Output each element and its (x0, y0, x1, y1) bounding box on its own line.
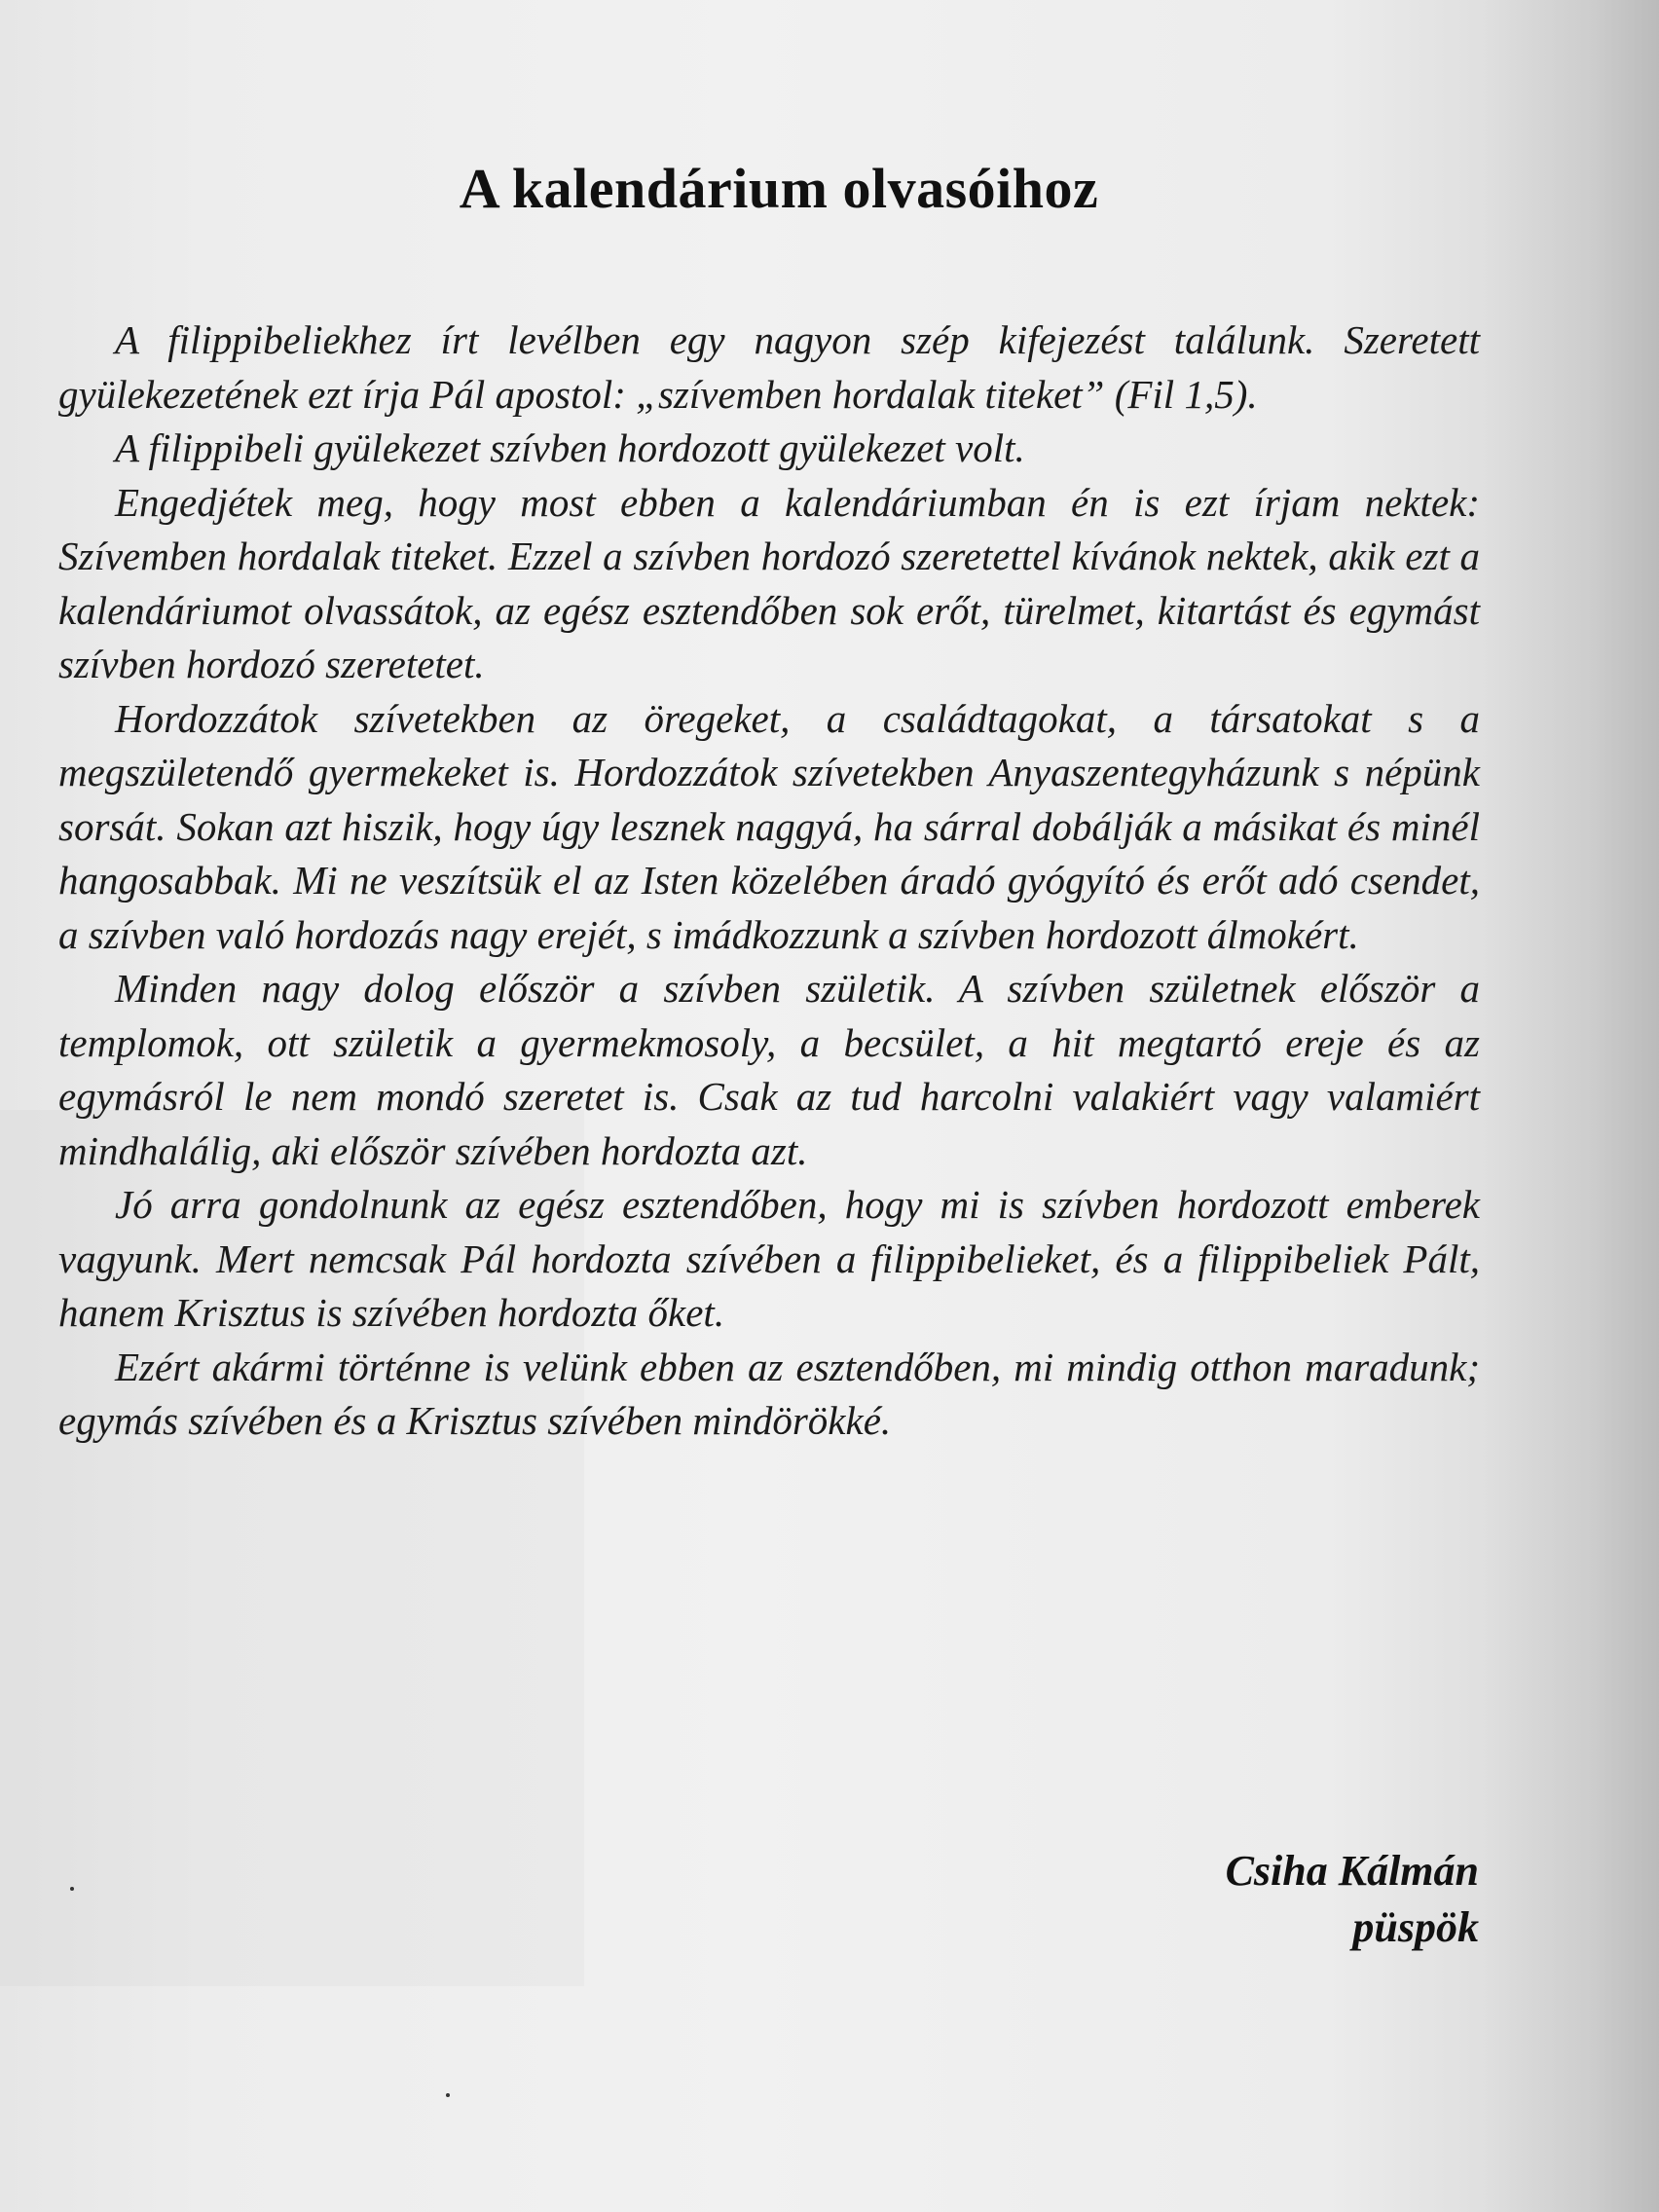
paragraph: Ezért akármi történne is velünk ebben az esztendőben, mi mindig otthon maradunk; egymás szívében és a Krisztus szívében mindörökké. (58, 1344, 1480, 1443)
paragraph: Jó arra gondolnunk az egész esztendőben, hogy mi is szívben hordozott emberek vagyunk. Mert nemcsak Pál hordozta szívében a filippibelieket, és a filippibeliek Pált, hanem Krisztus is szívében hordozta őket. (58, 1182, 1480, 1335)
speck (446, 2093, 450, 2097)
paragraph: A filippibeliekhez írt levélben egy nagyon szép kifejezést találunk. Szeretett gyülekezetének ezt írja Pál apostol: „szívemben hordalak titeket” (Fil 1,5). (58, 317, 1480, 417)
signature-block (1226, 1843, 1479, 1956)
page-edge-shadow (1484, 0, 1659, 2212)
signature-role: püspök (1352, 1903, 1479, 1951)
article-body (58, 313, 1480, 1449)
signature-name: Csiha Kálmán (1225, 1847, 1479, 1895)
paragraph: Hordozzátok szívetekben az öregeket, a családtagokat, a társatokat s a megszületendő gyermekeket is. Hordozzátok szívetekben Anyaszentegyházunk s népünk sorsát. Sokan azt hiszik, hogy úgy lesznek naggyá, ha sárral dobálják a másikat és minél hangosabbak. Mi ne veszítsük el az Isten közelében áradó gyógyító és erőt adó csendet, a szívben való hordozás nagy erejét, s imádkozzunk a szívben hordozott álmokért. (58, 695, 1480, 957)
paragraph: Engedjétek meg, hogy most ebben a kalendáriumban én is ezt írjam nektek: Szívemben hordalak titeket. Ezzel a szívben hordozó szeretettel kívánok nektek, akik ezt a kalendáriumot olvassátok, az egész esztendőben sok erőt, türelmet, kitartást és egymást szívben hordozó szeretetet. (58, 479, 1480, 686)
speck (70, 1887, 74, 1891)
paragraph: A filippibeli gyülekezet szívben hordozott gyülekezet volt. (115, 425, 1025, 470)
page-title: A kalendárium olvasóihoz (459, 157, 1099, 220)
paragraph: Minden nagy dolog először a szívben születik. A szívben születnek először a templomok, ott születik a gyermekmosoly, a becsület, a hit megtartó ereje és az egymásról le nem mondó szeretet is. Csak az tud harcolni valakiért vagy valamiért mindhalálig, aki először szívében hordozta azt. (58, 966, 1480, 1173)
